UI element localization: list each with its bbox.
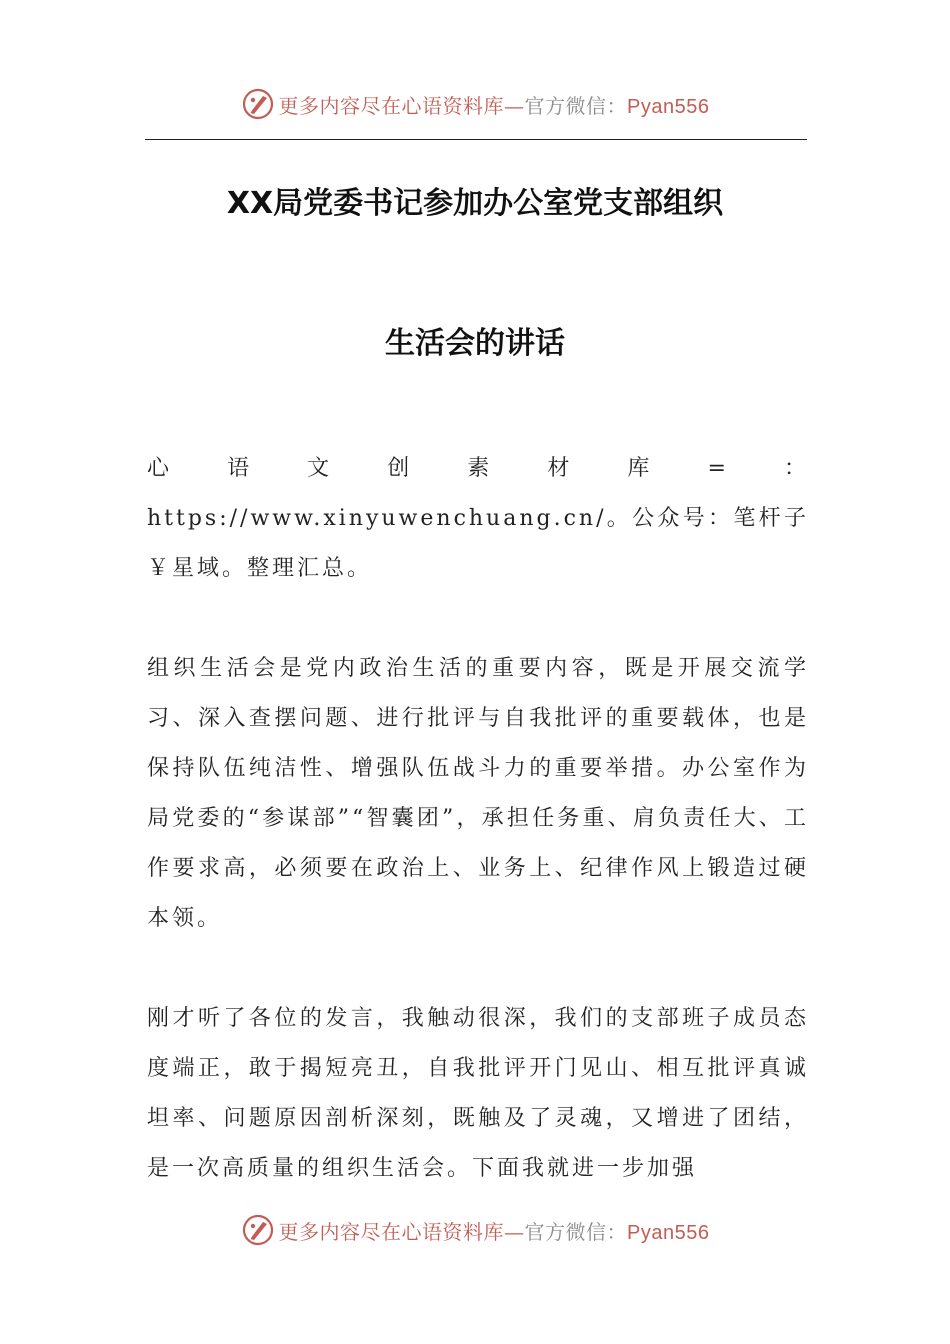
quill-pen-icon bbox=[241, 87, 275, 121]
banner-wechat-label: 官方微信： bbox=[524, 1219, 628, 1244]
source-note: 心语文创素材库=：https://www.xinyuwenchuang.cn/。公众号：笔杆子￥星域。整理汇总。 bbox=[147, 456, 809, 581]
banner-dash: — bbox=[504, 1219, 525, 1244]
banner-wechat-id: Pyan556 bbox=[627, 95, 710, 118]
banner-slogan: 更多内容尽在心语资料库 bbox=[278, 1219, 505, 1244]
header-divider bbox=[145, 139, 807, 140]
banner-slogan: 更多内容尽在心语资料库 bbox=[278, 93, 505, 118]
quill-pen-icon bbox=[241, 1213, 275, 1247]
banner-dash: — bbox=[504, 93, 525, 118]
header-banner-text bbox=[279, 90, 710, 119]
banner-wechat-id: Pyan556 bbox=[627, 1221, 710, 1244]
document-title-line-1: XX局党委书记参加办公室党支部组织 bbox=[226, 186, 724, 221]
banner-wechat-label: 官方微信： bbox=[524, 93, 628, 118]
footer-banner bbox=[0, 1210, 950, 1250]
footer-banner-text bbox=[279, 1216, 710, 1245]
paragraph: 组织生活会是党内政治生活的重要内容，既是开展交流学习、深入查摆问题、进行批评与自我批评的重要载体，也是保持队伍纯洁性、增强队伍战斗力的重要举措。办公室作为局党委的“参谋部”“智囊团”，承担任务重、肩负责任大、工作要求高，必须要在政治上、业务上、纪律作风上锻造过硬本领。 bbox=[147, 656, 809, 931]
header-banner bbox=[0, 84, 950, 124]
document-title-line-2: 生活会的讲话 bbox=[385, 326, 565, 361]
paragraph: 刚才听了各位的发言，我触动很深，我们的支部班子成员态度端正，敢于揭短亮丑，自我批评开门见山、相互批评真诚坦率、问题原因剖析深刻，既触及了灵魂，又增进了团结，是一次高质量的组织生活会。下面我就进一步加强 bbox=[147, 1006, 809, 1181]
